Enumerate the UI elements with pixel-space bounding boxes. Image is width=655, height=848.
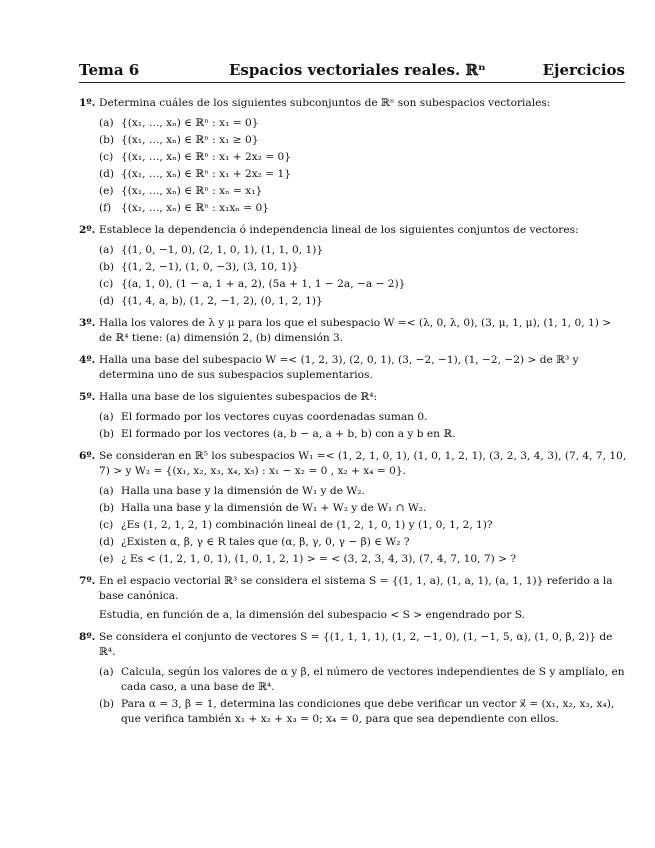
sub-item — [99, 665, 627, 695]
header-section: Ejercicios — [542, 61, 625, 79]
sub-item-text: ¿Existen α, β, γ ∈ R tales que (α, β, γ, 0, γ − β) ∈ W₂ ? — [121, 536, 410, 548]
sub-item — [99, 277, 627, 292]
sub-item — [99, 243, 627, 258]
exercise-paragraph: Estudia, en función de a, la dimensión del subespacio < S > engendrado por S. — [99, 609, 525, 621]
exercise-number: 3º. — [79, 317, 96, 329]
sub-item-label: (c) — [99, 519, 114, 531]
sub-item — [99, 484, 627, 499]
sub-item-list — [99, 410, 627, 442]
sub-item — [99, 410, 627, 425]
sub-item — [99, 116, 627, 131]
exercise-number: 7º. — [79, 575, 96, 587]
exercise-statement: Determina cuáles de los siguientes subconjuntos de ℝⁿ son subespacios vectoriales: — [99, 97, 551, 109]
sub-item-label: (b) — [99, 428, 115, 440]
sub-item — [99, 535, 627, 550]
sub-item-label: (a) — [99, 117, 114, 129]
sub-item-text: Para α = 3, β = 1, determina las condiciones que debe verificar un vector x⃗ = (x₁, x₂, x₃, x₄), que verifica también x₁ + x₂ + x₃ = 0; x₄ = 0, para que sea dependiente con ellos. — [121, 698, 615, 725]
sub-item-text: ¿ Es < (1, 2, 1, 0, 1), (1, 0, 1, 2, 1) > = < (3, 2, 3, 4, 3), (7, 4, 7, 10, 7) > ? — [121, 553, 517, 565]
exercise-list — [79, 96, 627, 734]
sub-item — [99, 260, 627, 275]
exercise-number: 1º. — [79, 97, 96, 109]
exercise-statement: Halla una base del subespacio W =< (1, 2, 3), (2, 0, 1), (3, −2, −1), (1, −2, −2) > de ℝ³ y determina uno de sus subespacios suplementarios. — [99, 354, 579, 381]
sub-item-label: (b) — [99, 134, 115, 146]
sub-item-text: Calcula, según los valores de α y β, el número de vectores independientes de S y amplíalo, en cada caso, a una base de ℝ⁴. — [121, 666, 625, 693]
exercise-statement: Halla los valores de λ y μ para los que el subespacio W =< (λ, 0, λ, 0), (3, μ, 1, μ), (1, 1, 0, 1) > de ℝ⁴ tiene: (a) dimensión 2, (b) dimensión 3. — [99, 317, 612, 344]
exercise-body — [99, 574, 627, 623]
exercise-body — [99, 353, 627, 383]
sub-item-text: Halla una base y la dimensión de W₁ y de W₂. — [121, 485, 365, 497]
sub-item-label: (e) — [99, 185, 114, 197]
sub-item-text: {(x₁, …, xₙ) ∈ ℝⁿ : x₁ + 2x₂ = 0} — [121, 151, 292, 163]
sub-item-label: (b) — [99, 261, 115, 273]
sub-item — [99, 184, 627, 199]
sub-item-text: {(x₁, …, xₙ) ∈ ℝⁿ : x₁ = 0} — [121, 117, 259, 129]
sub-item-text: {(1, 2, −1), (1, 0, −3), (3, 10, 1)} — [121, 261, 299, 273]
sub-item-label: (d) — [99, 168, 115, 180]
exercise-4 — [79, 353, 627, 383]
header-title: Espacios vectoriales reales. ℝⁿ — [229, 61, 486, 79]
exercise-body — [99, 223, 627, 309]
sub-item — [99, 201, 627, 216]
header-topic: Tema 6 — [79, 61, 140, 79]
exercise-body — [99, 449, 627, 567]
sub-item — [99, 552, 627, 567]
sub-item-text: {(x₁, …, xₙ) ∈ ℝⁿ : x₁ ≥ 0} — [121, 134, 259, 146]
exercise-body — [99, 316, 627, 346]
sub-item-text: {(a, 1, 0), (1 − a, 1 + a, 2), (5a + 1, 1 − 2a, −a − 2)} — [121, 278, 406, 290]
sub-item-label: (d) — [99, 295, 115, 307]
sub-item-list — [99, 665, 627, 727]
exercise-number: 2º. — [79, 224, 96, 236]
exercise-statement: Se considera el conjunto de vectores S = {(1, 1, 1, 1), (1, 2, −1, 0), (1, −1, 5, α), (1, 0, β, 2)} de ℝ⁴. — [99, 631, 613, 658]
sub-item-label: (a) — [99, 485, 114, 497]
sub-item — [99, 427, 627, 442]
sub-item-label: (c) — [99, 151, 114, 163]
sub-item-text: {(1, 0, −1, 0), (2, 1, 0, 1), (1, 1, 0, 1)} — [121, 244, 324, 256]
exercise-5 — [79, 390, 627, 442]
sub-item — [99, 167, 627, 182]
exercise-number: 5º. — [79, 391, 96, 403]
exercise-number: 6º. — [79, 450, 96, 462]
sub-item — [99, 133, 627, 148]
sub-item-label: (c) — [99, 278, 114, 290]
sub-item-label: (a) — [99, 411, 114, 423]
sub-item-list — [99, 243, 627, 309]
sub-item-label: (a) — [99, 244, 114, 256]
sub-item-text: El formado por los vectores cuyas coordenadas suman 0. — [121, 411, 428, 423]
exercise-1 — [79, 96, 627, 216]
sub-item-text: {(x₁, …, xₙ) ∈ ℝⁿ : xₙ = x₁} — [121, 185, 263, 197]
sub-item-text: {(x₁, …, xₙ) ∈ ℝⁿ : x₁xₙ = 0} — [121, 202, 269, 214]
exercise-statement: Establece la dependencia ó independencia lineal de los siguientes conjuntos de vectores: — [99, 224, 579, 236]
sub-item — [99, 294, 627, 309]
sub-item — [99, 518, 627, 533]
sub-item-label: (f) — [99, 202, 112, 214]
exercise-statement: Se consideran en ℝ⁵ los subespacios W₁ =< (1, 2, 1, 0, 1), (1, 0, 1, 2, 1), (3, 2, 3, 4, 3), (7, 4, 7, 10, 7) > y W₂ = {(x₁, x₂, x₃, x₄, x₅) : x₁ − x₂ = 0 , x₂ + x₄ = 0}. — [99, 450, 627, 477]
sub-item-label: (e) — [99, 553, 114, 565]
sub-item-label: (a) — [99, 666, 114, 678]
sub-item-label: (d) — [99, 536, 115, 548]
exercise-6 — [79, 449, 627, 567]
sub-item-text: Halla una base y la dimensión de W₁ + W₂ y de W₁ ∩ W₂. — [121, 502, 427, 514]
sub-item-label: (b) — [99, 698, 115, 710]
exercise-3 — [79, 316, 627, 346]
exercise-body — [99, 630, 627, 727]
sub-item-label: (b) — [99, 502, 115, 514]
sub-item-text: El formado por los vectores (a, b − a, a + b, b) con a y b en ℝ. — [121, 428, 456, 440]
exercise-statement: Halla una base de los siguientes subespacios de ℝ⁴: — [99, 391, 378, 403]
exercise-statement: En el espacio vectorial ℝ³ se considera el sistema S = {(1, 1, a), (1, a, 1), (a, 1, 1)} referido a la base canónica. — [99, 575, 613, 602]
sub-item-text: ¿Es (1, 2, 1, 2, 1) combinación lineal de (1, 2, 1, 0, 1) y (1, 0, 1, 2, 1)? — [121, 519, 493, 531]
exercise-body — [99, 96, 627, 216]
sub-item-list — [99, 484, 627, 567]
exercise-7 — [79, 574, 627, 623]
exercise-number: 4º. — [79, 354, 96, 366]
sub-item-list — [99, 116, 627, 216]
sub-item-text: {(x₁, …, xₙ) ∈ ℝⁿ : x₁ + 2x₂ = 1} — [121, 168, 292, 180]
exercise-number: 8º. — [79, 631, 96, 643]
sub-item — [99, 150, 627, 165]
sub-item — [99, 501, 627, 516]
sub-item-text: {(1, 4, a, b), (1, 2, −1, 2), (0, 1, 2, 1)} — [121, 295, 323, 307]
exercise-body — [99, 390, 627, 442]
exercise-2 — [79, 223, 627, 309]
exercise-8 — [79, 630, 627, 727]
sub-item — [99, 697, 627, 727]
page-header — [79, 56, 625, 83]
